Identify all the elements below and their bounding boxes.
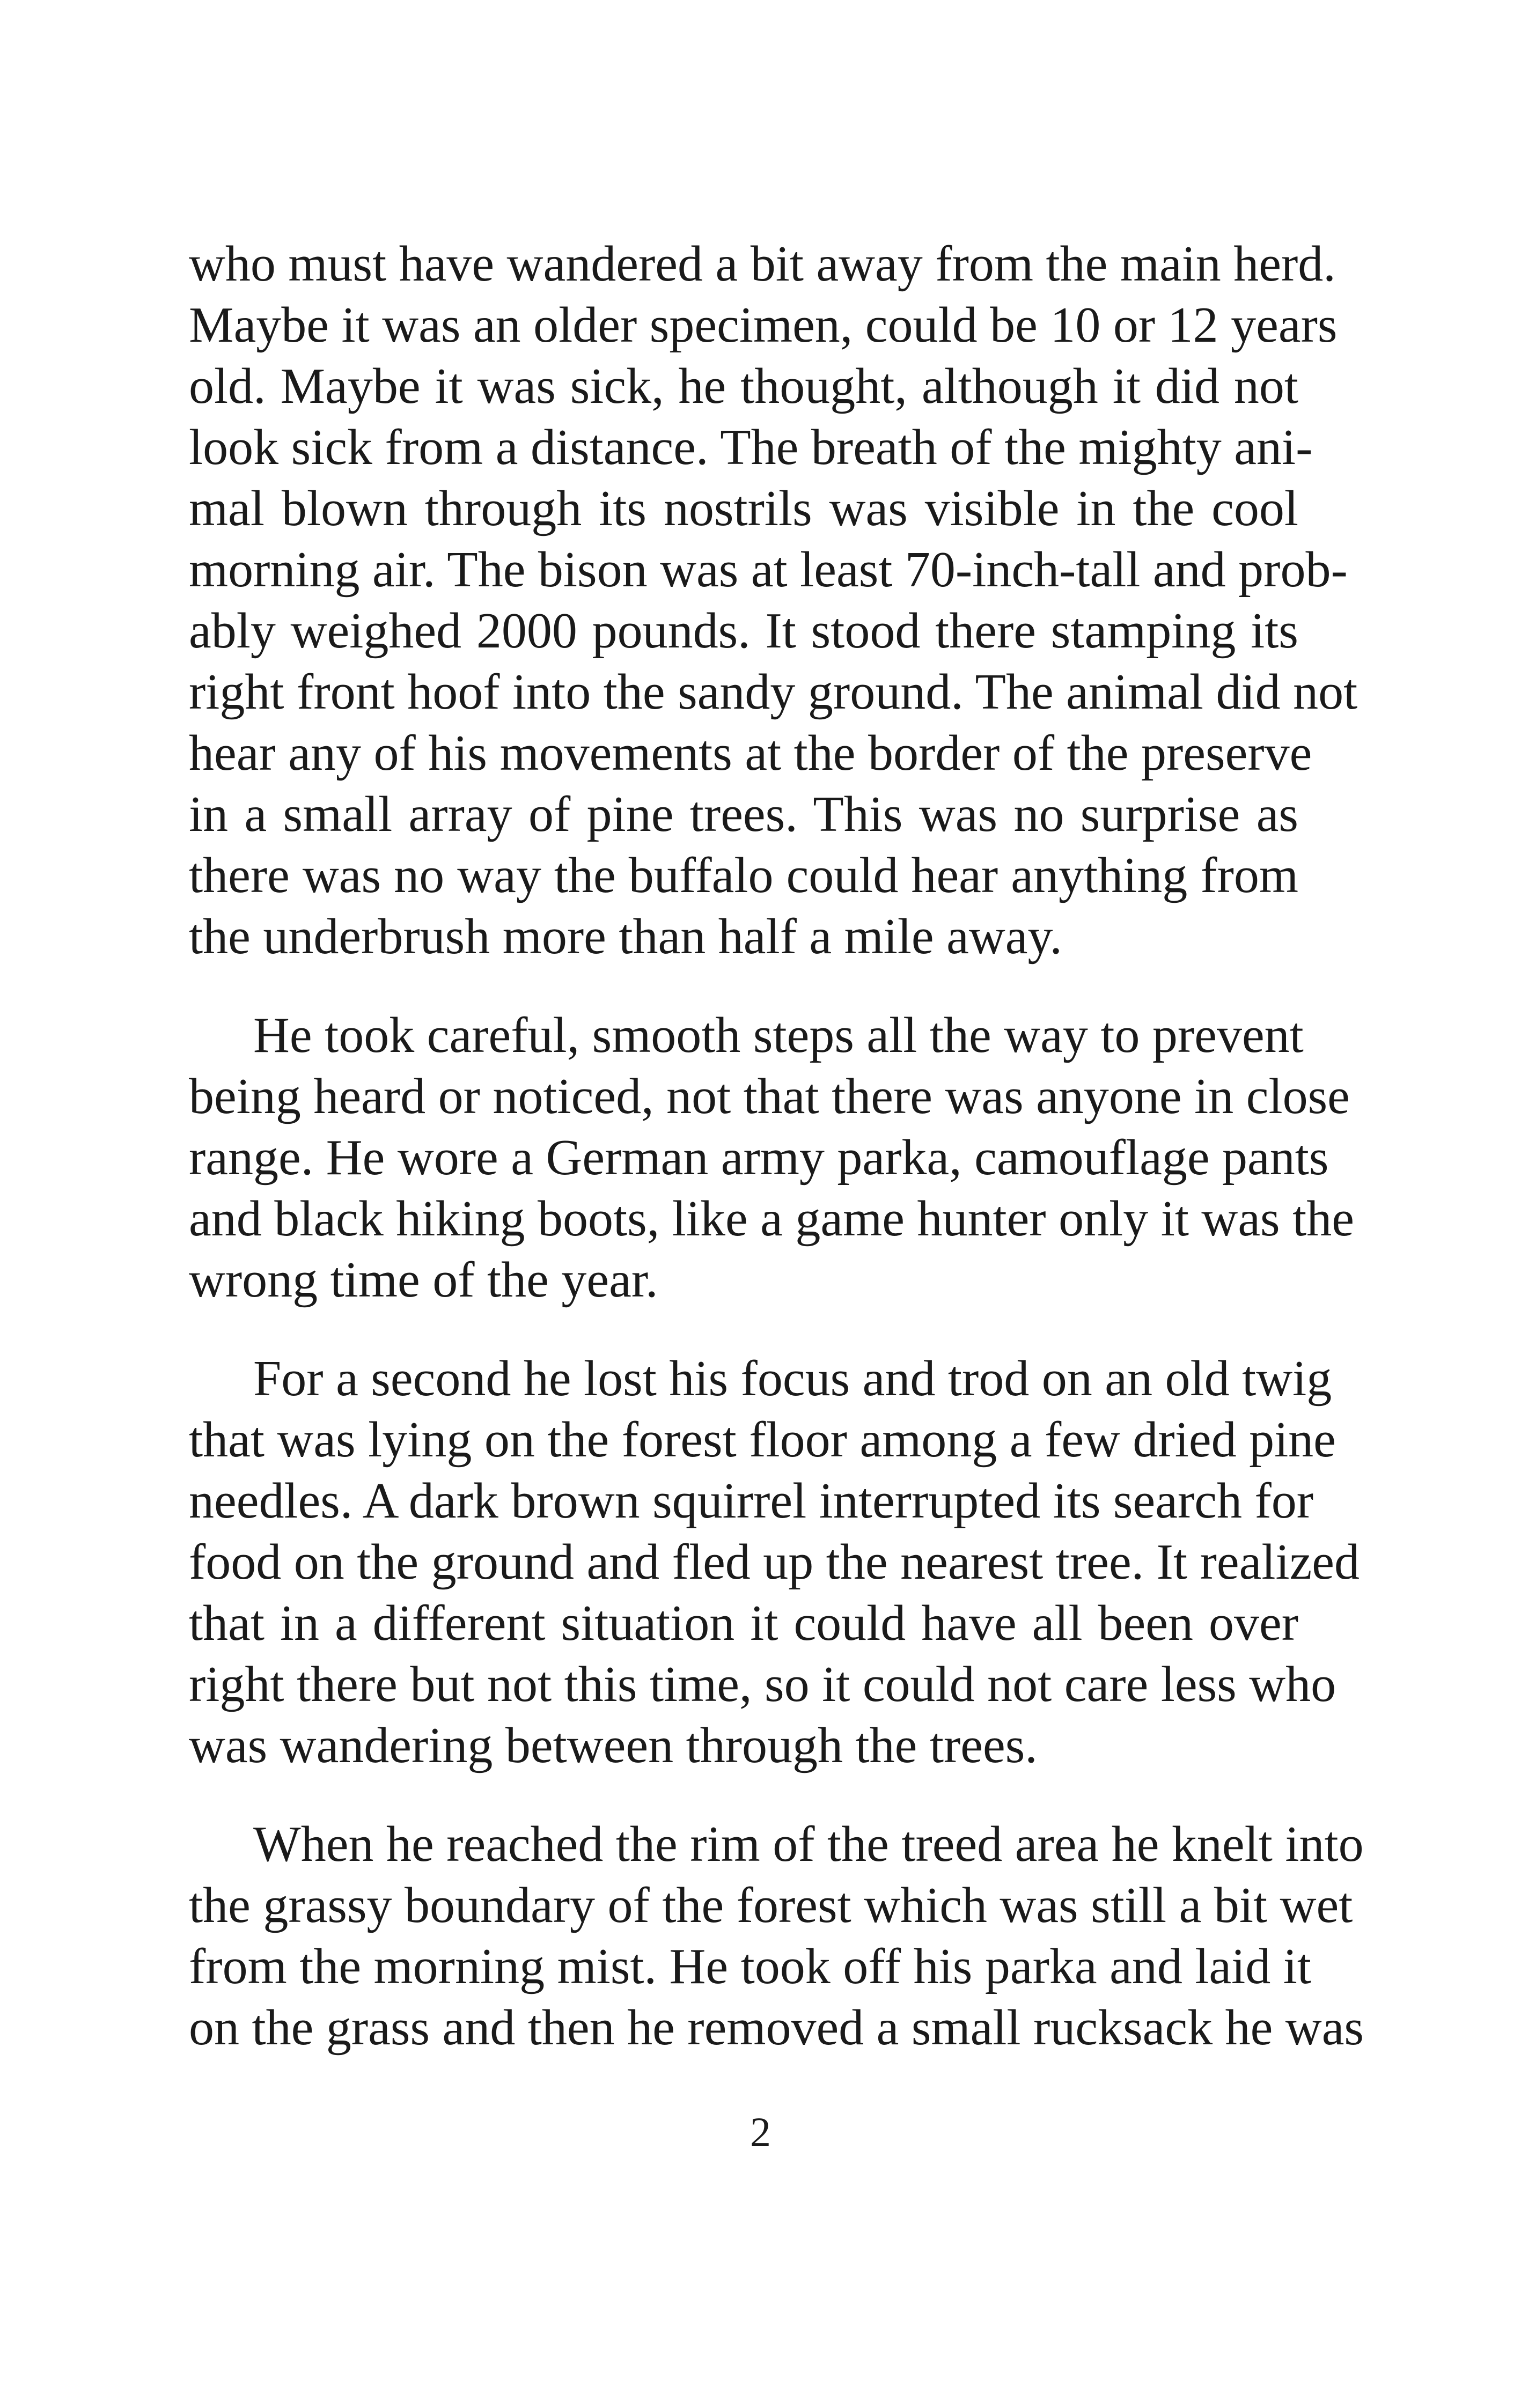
text-line: that in a different situation it could have all been over [189, 1595, 1298, 1651]
text-line: who must have wandered a bit away from the main herd. [189, 236, 1336, 292]
text-line: on the grass and then he removed a small rucksack he was [189, 2000, 1364, 2056]
paragraph-3 [189, 1348, 1360, 1776]
text-line: mal blown through its nostrils was visible in the cool [189, 481, 1298, 536]
paragraph-2 [189, 1005, 1354, 1310]
text-line: from the morning mist. He took off his parka and laid it [189, 1939, 1312, 1994]
text-line: the grassy boundary of the forest which was still a bit wet [189, 1877, 1353, 1933]
text-line: the underbrush more than half a mile away. [189, 909, 1062, 964]
text-line: and black hiking boots, like a game hunter only it was the [189, 1191, 1354, 1247]
text-line: morning air. The bison was at least 70-inch-tall and prob- [189, 542, 1348, 598]
text-line: food on the ground and fled up the nearest tree. It realized [189, 1534, 1360, 1590]
text-line: hear any of his movements at the border of the preserve [189, 725, 1312, 781]
paragraph-4 [189, 1814, 1364, 2058]
page-number: 2 [750, 2109, 771, 2155]
text-line: look sick from a distance. The breath of the mighty ani- [189, 419, 1313, 475]
text-line: old. Maybe it was sick, he thought, although it did not [189, 358, 1298, 414]
text-line: He took careful, smooth steps all the way to prevent [253, 1007, 1304, 1063]
text-line: For a second he lost his focus and trod on an old twig [253, 1351, 1332, 1406]
text-line: needles. A dark brown squirrel interrupted its search for [189, 1473, 1314, 1529]
text-line: that was lying on the forest floor among a few dried pine [189, 1412, 1336, 1468]
text-line: was wandering between through the trees. [189, 1718, 1038, 1773]
text-line: right there but not this time, so it could not care less who [189, 1656, 1336, 1712]
text-line: in a small array of pine trees. This was no surprise as [189, 786, 1298, 842]
text-line: ably weighed 2000 pounds. It stood there stamping its [189, 603, 1298, 659]
text-line: When he reached the rim of the treed area he knelt into [253, 1816, 1364, 1872]
text-line: right front hoof into the sandy ground. The animal did not [189, 664, 1358, 720]
text-line: there was no way the buffalo could hear anything from [189, 848, 1298, 903]
text-line: being heard or noticed, not that there was anyone in close [189, 1069, 1350, 1124]
body-text [189, 233, 1364, 2096]
paragraph-1 [189, 233, 1358, 967]
text-line: range. He wore a German army parka, camouflage pants [189, 1130, 1329, 1185]
text-line: Maybe it was an older specimen, could be 10 or 12 years [189, 297, 1338, 353]
text-line: wrong time of the year. [189, 1252, 658, 1308]
